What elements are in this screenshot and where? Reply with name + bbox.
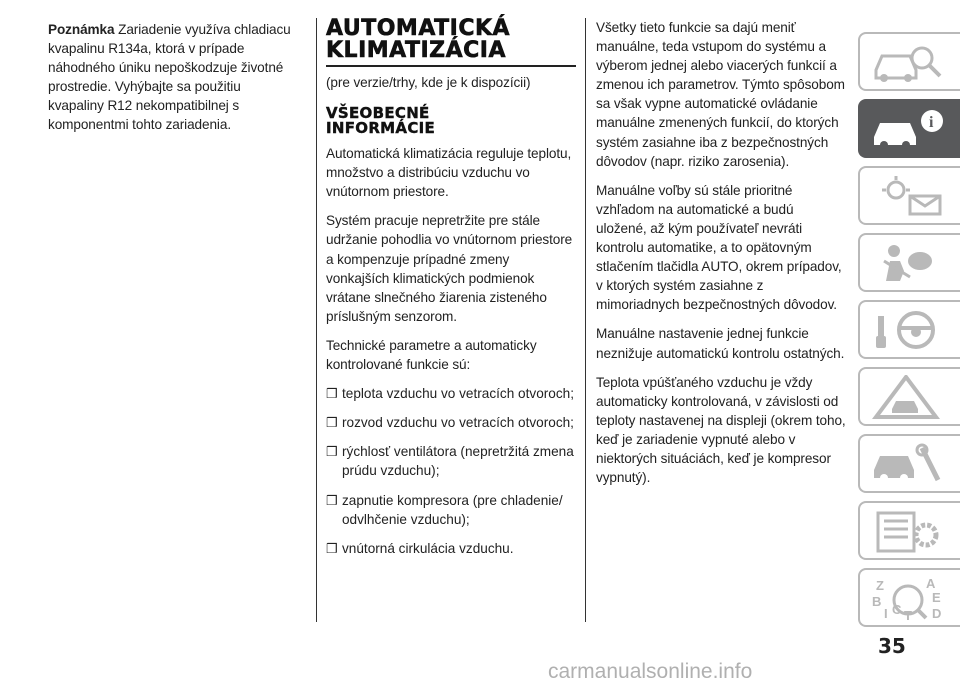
bullet-item: ❒ rýchlosť ventilátora (nepretržitá zmena prúdu vzduchu); bbox=[326, 442, 576, 480]
car-info-icon bbox=[870, 107, 950, 151]
right-column bbox=[596, 18, 846, 497]
warning-triangle-icon bbox=[870, 375, 950, 419]
tab-airbag-safety[interactable] bbox=[858, 233, 960, 292]
section-title: AUTOMATICKÁ KLIMATIZÁCIA bbox=[326, 16, 511, 63]
chapter-tabs bbox=[858, 32, 960, 635]
note-label: Poznámka bbox=[48, 22, 115, 37]
paragraph: Systém pracuje nepretržite pre stále udržanie pohodlia vo vnútornom priestore a kompenzuje prípadné zmeny vonkajších klimatických podmienok vrátane slnečného žiarenia zisteného príslušným senzorom. bbox=[326, 213, 573, 324]
tab-specifications[interactable] bbox=[858, 501, 960, 560]
alphabetical-index-icon bbox=[870, 576, 950, 620]
paragraph: Technické parametre a automaticky kontrolované funkcie sú: bbox=[326, 337, 537, 373]
specifications-gear-icon bbox=[870, 509, 950, 553]
svg-text:B: B bbox=[872, 594, 882, 609]
note-text: Zariadenie využíva chladiacu kvapalinu R134a, ktorá v prípade náhodného úniku nepoškodzuje životné prostredie. Vyhýbajte sa použitiu kvapaliny R12 nekompatibilnej s komponentmi tohto zariadenia. bbox=[48, 22, 291, 133]
car-search-icon bbox=[870, 40, 950, 84]
column-divider-left bbox=[316, 18, 317, 622]
tab-car-info[interactable] bbox=[858, 99, 960, 158]
bullet-box-icon: ❒ bbox=[326, 492, 338, 508]
section-column bbox=[326, 18, 576, 568]
bullet-box-icon: ❒ bbox=[326, 444, 338, 460]
tab-car-search[interactable] bbox=[858, 32, 960, 91]
paragraph: Automatická klimatizácia reguluje teplotu, množstvo a distribúciu vzduchu vo vnútornom priestore. bbox=[326, 146, 572, 200]
svg-text:D: D bbox=[932, 606, 942, 620]
paragraph: Všetky tieto funkcie sa dajú meniť manuálne, teda vstupom do systému a výberom jednej alebo viacerých funkcií a zmenou ich parametrov. Týmto spôsobom sa však vypne automatické ovládanie manuálne zmenených funkcií, do ktorých systém zasiahne iba z bezpečnostných dôvodov (napr. riziko zarosenia). bbox=[596, 20, 845, 169]
svg-text:Z: Z bbox=[876, 578, 884, 593]
tab-car-wrench[interactable] bbox=[858, 434, 960, 493]
bullet-box-icon: ❒ bbox=[326, 386, 338, 402]
column-divider-right bbox=[585, 18, 586, 622]
paragraph: Teplota vpúšťaného vzduchu je vždy automaticky kontrolovaná, v závislosti od teploty nastavenej na displeji (okrem toho, keď je zariadenie vypnuté alebo v niektorých situáciách, keď je kompresor vypnutý). bbox=[596, 374, 846, 486]
tab-steering-wheel[interactable] bbox=[858, 300, 960, 359]
note-column bbox=[48, 20, 293, 145]
note-paragraph bbox=[48, 20, 293, 135]
svg-text:T: T bbox=[904, 608, 912, 620]
bullet-box-icon: ❒ bbox=[326, 415, 338, 431]
steering-wheel-icon bbox=[870, 308, 950, 352]
page-number: 35 bbox=[878, 634, 906, 658]
bullet-item: ❒ vnútorná cirkulácia vzduchu. bbox=[326, 539, 576, 558]
bullet-box-icon: ❒ bbox=[326, 540, 338, 556]
airbag-safety-icon bbox=[870, 241, 950, 285]
svg-text:C: C bbox=[892, 602, 902, 617]
car-wrench-icon bbox=[870, 442, 950, 486]
title-rule bbox=[326, 65, 576, 67]
bullet-item: ❒ teplota vzduchu vo vetracích otvoroch; bbox=[326, 384, 576, 403]
paragraph: Manuálne nastavenie jednej funkcie neznižuje automatickú kontrolu ostatných. bbox=[596, 326, 845, 361]
bullet-item: ❒ zapnutie kompresora (pre chladenie/ odvlhčenie vzduchu); bbox=[326, 491, 576, 529]
svg-text:i: i bbox=[929, 114, 934, 131]
paragraph: Manuálne voľby sú stále prioritné vzhľadom na automatické a budú uložené, až kým používateľ nevráti kontrolu automatike, a to opätovným stlačením tlačidla AUTO, okrem prípadov, v ktorých systém zasiahne z mimoriadnych bezpečnostných dôvodov. bbox=[596, 182, 842, 313]
tab-warning-triangle[interactable] bbox=[858, 367, 960, 426]
tab-warning-lights[interactable] bbox=[858, 166, 960, 225]
tab-alphabetical-index[interactable] bbox=[858, 568, 960, 627]
bullet-item: ❒ rozvod vzduchu vo vetracích otvoroch; bbox=[326, 413, 576, 432]
subsection-heading: VŠEOBECNÉ INFORMÁCIE bbox=[326, 104, 436, 138]
warning-lights-icon bbox=[870, 174, 950, 218]
watermark: carmanualsonline.info bbox=[548, 660, 753, 683]
svg-text:A: A bbox=[926, 576, 936, 591]
svg-text:I: I bbox=[884, 606, 888, 620]
svg-text:E: E bbox=[932, 590, 941, 605]
section-subtitle: (pre verzie/trhy, kde je k dispozícii) bbox=[326, 75, 531, 90]
